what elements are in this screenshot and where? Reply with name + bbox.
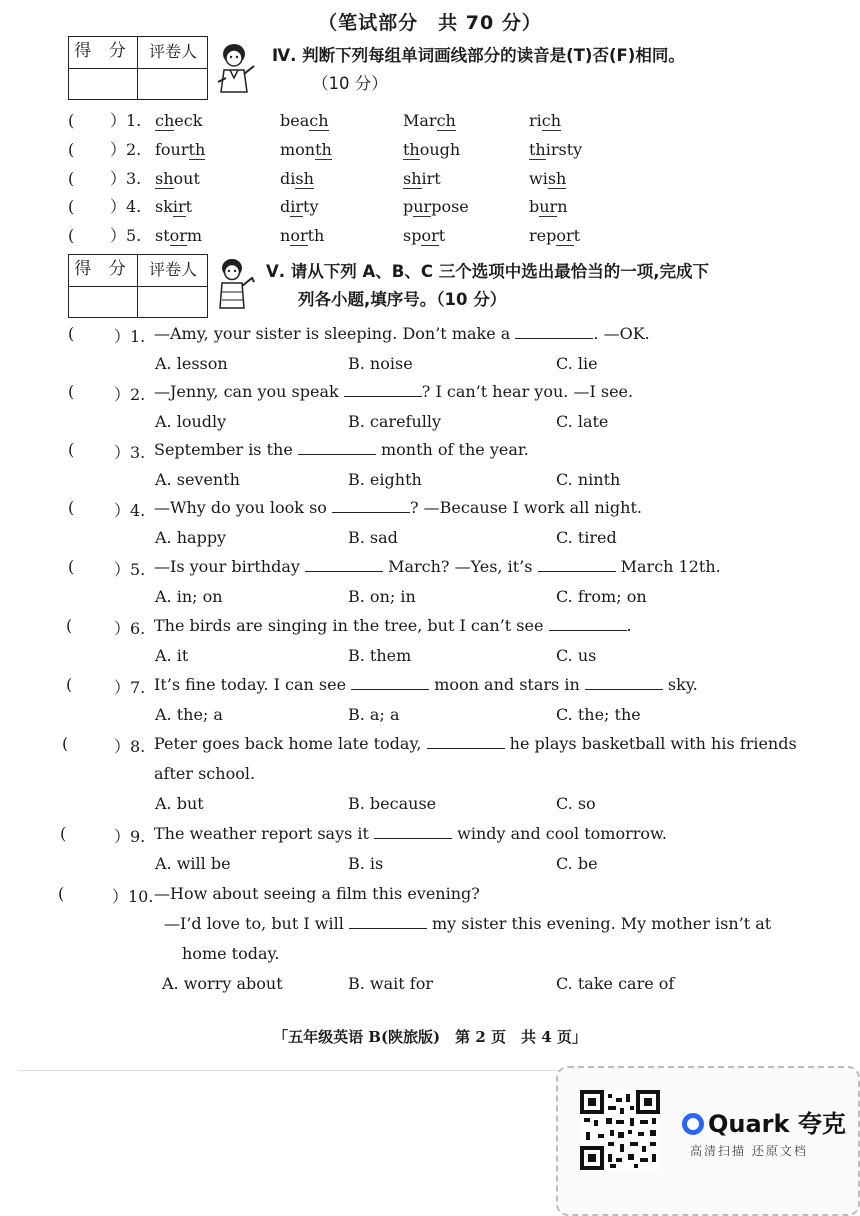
word: dish: [280, 169, 314, 188]
option-a: A. it: [155, 646, 189, 665]
section4-points: （10 分）: [312, 74, 388, 93]
underlined-letters: or: [421, 226, 439, 245]
option-c: C. late: [556, 412, 609, 431]
word: dirty: [280, 197, 319, 216]
section4-heading: Ⅳ. 判断下列每组单词画线部分的读音是(T)否(F)相同。: [272, 46, 685, 65]
student-figure-icon: [212, 40, 258, 96]
option-b: B. on; in: [348, 587, 416, 606]
option-a: A. the; a: [155, 705, 223, 724]
word: north: [280, 226, 325, 245]
score-box-section5: [68, 254, 208, 318]
underlined-letters: th: [529, 140, 546, 159]
answer-blank[interactable]: [344, 382, 422, 397]
word: report: [529, 226, 581, 245]
list-item: [0, 225, 860, 249]
question-number: ）3.: [114, 443, 146, 462]
list-item: [0, 196, 860, 220]
question-number: ）6.: [114, 619, 146, 638]
option-b: B. is: [348, 854, 384, 873]
quark-logo: Quark 夸克: [682, 1104, 846, 1139]
reviewer-label: 评卷人: [148, 260, 197, 279]
answer-paren[interactable]: (: [68, 111, 75, 130]
question-number: ）1.: [114, 327, 146, 346]
question-text: home today.: [182, 944, 280, 963]
answer-blank[interactable]: [538, 557, 616, 572]
underlined-letters: sh: [155, 169, 174, 188]
question-number: ）5.: [114, 560, 146, 579]
word: rich: [529, 111, 562, 130]
page-title: （笔试部分 共 70 分）: [318, 12, 542, 34]
question-text: The weather report says it windy and cool tomorrow.: [154, 824, 667, 843]
section5-heading: Ⅴ. 请从下列 A、B、C 三个选项中选出最恰当的一项,完成下: [266, 262, 709, 281]
list-item: [0, 139, 860, 163]
answer-paren[interactable]: (: [58, 884, 65, 903]
option-a: A. but: [155, 794, 204, 813]
answer-paren[interactable]: (: [68, 382, 75, 401]
underlined-letters: th: [315, 140, 332, 159]
answer-paren[interactable]: (: [66, 675, 73, 694]
underlined-letters: ch: [309, 111, 329, 130]
underlined-letters: ch: [155, 111, 175, 130]
word: check: [155, 111, 203, 130]
word: burn: [529, 197, 568, 216]
quark-tagline: 高清扫描 还原文档: [690, 1144, 808, 1158]
list-item: [0, 168, 860, 192]
answer-paren[interactable]: (: [68, 226, 75, 245]
score-box-section4: [68, 36, 208, 100]
question-text: —I’d love to, but I will my sister this evening. My mother isn’t at: [164, 914, 772, 933]
word: sport: [403, 226, 446, 245]
item-number: ）5.: [110, 226, 142, 245]
question-number: ）8.: [114, 737, 146, 756]
answer-paren[interactable]: (: [68, 440, 75, 459]
answer-paren[interactable]: (: [68, 498, 75, 517]
word: though: [403, 140, 461, 159]
answer-blank[interactable]: [515, 324, 593, 339]
word: thirsty: [529, 140, 583, 159]
quark-logo-icon: [682, 1113, 704, 1135]
underlined-letters: th: [403, 140, 420, 159]
score-label: 得 分: [69, 255, 138, 286]
answer-paren[interactable]: (: [68, 197, 75, 216]
answer-blank[interactable]: [298, 440, 376, 455]
answer-paren[interactable]: (: [66, 616, 73, 635]
underlined-letters: or: [556, 226, 574, 245]
option-b: B. eighth: [348, 470, 422, 489]
question-text: —Is your birthday March? —Yes, it’s March 12th.: [154, 557, 721, 576]
option-c: C. us: [556, 646, 597, 665]
question-text: Peter goes back home late today, he plays basketball with his friends: [154, 734, 797, 753]
underlined-letters: sh: [547, 169, 567, 188]
word: skirt: [155, 197, 193, 216]
student-figure-icon: [212, 256, 258, 312]
option-a: A. in; on: [155, 587, 223, 606]
word: month: [280, 140, 332, 159]
qr-code-icon: [580, 1090, 660, 1170]
underlined-letters: ir: [172, 197, 186, 216]
question-text: —Why do you look so ? —Because I work all night.: [154, 498, 642, 517]
word: fourth: [155, 140, 206, 159]
score-label: 得 分: [69, 37, 138, 68]
option-a: A. seventh: [155, 470, 240, 489]
option-c: C. so: [556, 794, 596, 813]
word: shout: [155, 169, 200, 188]
option-a: A. will be: [155, 854, 231, 873]
question-number: ）4.: [114, 501, 146, 520]
item-number: ）4.: [110, 197, 142, 216]
word: purpose: [403, 197, 469, 216]
underlined-letters: ch: [436, 111, 456, 130]
question-number: ）2.: [114, 385, 146, 404]
answer-blank[interactable]: [332, 498, 410, 513]
answer-paren[interactable]: (: [68, 324, 75, 343]
option-c: C. be: [556, 854, 598, 873]
answer-blank[interactable]: [351, 675, 429, 690]
answer-paren[interactable]: (: [68, 140, 75, 159]
question-number: ）9.: [114, 827, 146, 846]
underlined-letters: ch: [541, 111, 562, 130]
item-number: ）2.: [110, 140, 142, 159]
answer-paren[interactable]: (: [62, 734, 69, 753]
option-a: A. lesson: [155, 354, 228, 373]
underlined-letters: or: [169, 226, 187, 245]
answer-blank[interactable]: [349, 914, 427, 929]
question-text: —How about seeing a film this evening?: [154, 884, 480, 903]
option-a: A. happy: [155, 528, 227, 547]
answer-blank[interactable]: [305, 557, 383, 572]
answer-blank[interactable]: [549, 616, 627, 631]
answer-paren[interactable]: (: [60, 824, 67, 843]
option-c: C. tired: [556, 528, 617, 547]
question-number: ）10.: [112, 887, 154, 906]
underlined-letters: ur: [413, 197, 432, 216]
underlined-letters: ir: [290, 197, 304, 216]
option-c: C. lie: [556, 354, 598, 373]
option-b: B. sad: [348, 528, 398, 547]
question-text: —Amy, your sister is sleeping. Don’t make a . —OK.: [154, 324, 650, 343]
scanner-watermark: [556, 1066, 860, 1216]
word: wish: [529, 169, 567, 188]
item-number: ）1.: [110, 111, 142, 130]
word: March: [403, 111, 456, 130]
option-b: B. a; a: [348, 705, 400, 724]
section5-heading-line2: 列各小题,填序号。（10 分）: [298, 290, 507, 309]
question-number: ）7.: [114, 678, 146, 697]
underlined-letters: or: [290, 226, 308, 245]
answer-paren[interactable]: (: [68, 169, 75, 188]
underlined-letters: th: [188, 140, 206, 159]
option-a: A. worry about: [162, 974, 283, 993]
reviewer-label: 评卷人: [148, 42, 197, 61]
question-text: It’s fine today. I can see moon and stars in sky.: [154, 675, 698, 694]
option-b: B. carefully: [348, 412, 442, 431]
option-b: B. noise: [348, 354, 413, 373]
underlined-letters: sh: [403, 169, 422, 188]
option-b: B. wait for: [348, 974, 433, 993]
option-c: C. ninth: [556, 470, 621, 489]
word: storm: [155, 226, 203, 245]
underlined-letters: sh: [295, 169, 314, 188]
page-footer: 「五年级英语 B(陕旅版) 第 2 页 共 4 页」: [273, 1028, 587, 1046]
answer-paren[interactable]: (: [68, 557, 75, 576]
option-a: A. loudly: [155, 412, 227, 431]
underlined-letters: ur: [539, 197, 558, 216]
option-b: B. because: [348, 794, 437, 813]
question-text: —Jenny, can you speak ? I can’t hear you. —I see.: [154, 382, 634, 401]
question-text: after school.: [154, 764, 256, 783]
option-c: C. take care of: [556, 974, 675, 993]
word: beach: [280, 111, 329, 130]
question-text: September is the month of the year.: [154, 440, 529, 459]
option-c: C. the; the: [556, 705, 641, 724]
option-c: C. from; on: [556, 587, 647, 606]
item-number: ）3.: [110, 169, 142, 188]
word: shirt: [403, 169, 441, 188]
answer-blank[interactable]: [585, 675, 663, 690]
list-item: [0, 110, 860, 134]
answer-blank[interactable]: [374, 824, 452, 839]
option-b: B. them: [348, 646, 412, 665]
answer-blank[interactable]: [427, 734, 505, 749]
question-text: The birds are singing in the tree, but I can’t see .: [154, 616, 632, 635]
